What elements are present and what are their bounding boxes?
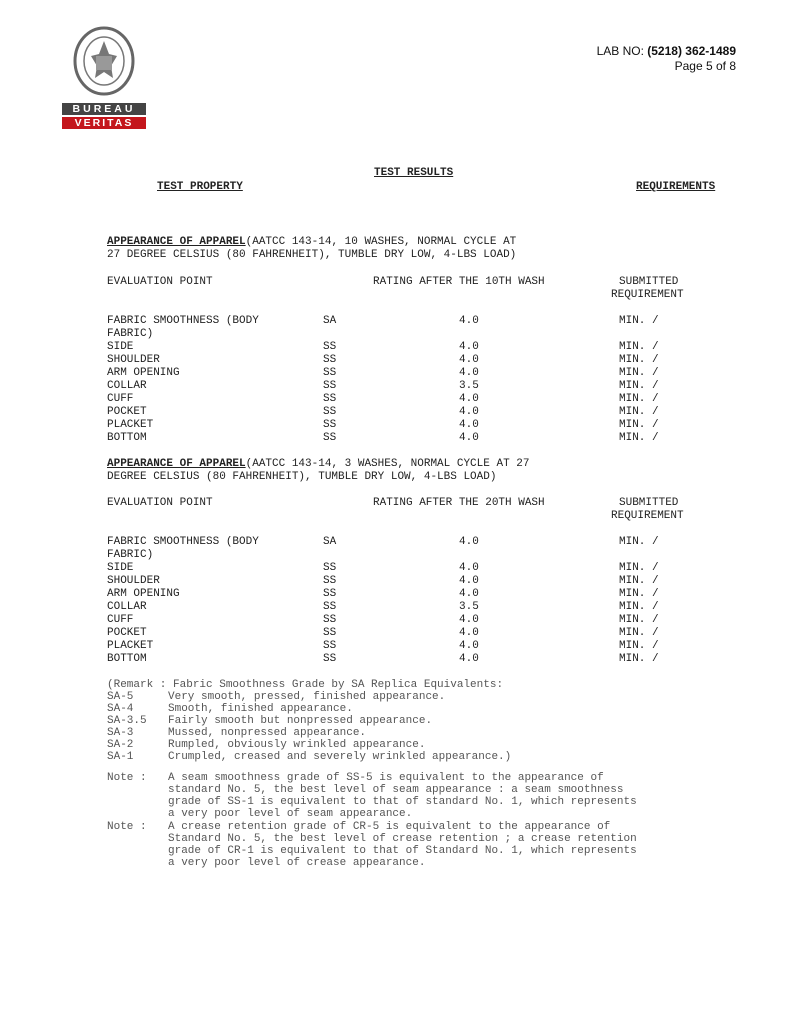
row-point: ARM OPENING: [107, 588, 180, 600]
row-point: SIDE: [107, 562, 134, 574]
table-row: [0, 614, 800, 627]
row-rating: 4.0: [459, 627, 479, 639]
row-requirement: MIN. /: [619, 536, 659, 548]
row-rating: 4.0: [459, 367, 479, 379]
table-row: [0, 588, 800, 601]
row-requirement: MIN. /: [619, 640, 659, 652]
header-rating: RATING AFTER THE 20TH WASH: [373, 497, 545, 509]
section-desc: (AATCC 143-14, 3 WASHES, NORMAL CYCLE AT 27: [245, 458, 530, 470]
table-row: [0, 354, 800, 367]
row-point: BOTTOM: [107, 432, 147, 444]
row-point: SHOULDER: [107, 354, 160, 366]
row-grade: SS: [323, 640, 337, 652]
seal-icon: [73, 26, 135, 96]
row-point: FABRIC SMOOTHNESS (BODY: [107, 315, 259, 327]
note-line: grade of SS-1 is equivalent to that of standard No. 1, which represents: [168, 796, 637, 808]
lab-number: [597, 44, 736, 58]
row-rating: 4.0: [459, 640, 479, 652]
remark-text: Smooth, finished appearance.: [168, 703, 353, 715]
note-line: standard No. 5, the best level of seam appearance : a seam smoothness: [168, 784, 624, 796]
row-requirement: MIN. /: [619, 341, 659, 353]
row-rating: 4.0: [459, 419, 479, 431]
row-requirement: MIN. /: [619, 367, 659, 379]
row-grade: SS: [323, 562, 337, 574]
note-line: a very poor level of crease appearance.: [168, 857, 426, 869]
test-results-heading: TEST RESULTS: [374, 167, 454, 179]
row-rating: 4.0: [459, 432, 479, 444]
row-requirement: MIN. /: [619, 393, 659, 405]
header-submitted: SUBMITTED: [619, 497, 679, 509]
note-line: A crease retention grade of CR-5 is equivalent to the appearance of: [168, 821, 611, 833]
row-point: FABRIC SMOOTHNESS (BODY: [107, 536, 259, 548]
row-point: CUFF: [107, 393, 134, 405]
row-grade: SS: [323, 393, 337, 405]
remark-code: SA-5: [107, 691, 134, 703]
section-title: APPEARANCE OF APPAREL: [107, 236, 246, 248]
header-evaluation-point: EVALUATION POINT: [107, 497, 213, 509]
remark-text: Fairly smooth but nonpressed appearance.: [168, 715, 433, 727]
row-requirement: MIN. /: [619, 380, 659, 392]
note-line: A seam smoothness grade of SS-5 is equivalent to the appearance of: [168, 772, 604, 784]
row-grade: SS: [323, 432, 337, 444]
row-point: SHOULDER: [107, 575, 160, 587]
row-grade: SS: [323, 354, 337, 366]
remark-code: SA-4: [107, 703, 134, 715]
row-rating: 4.0: [459, 406, 479, 418]
table-row-continuation: [0, 328, 800, 341]
header-requirement: REQUIREMENT: [611, 289, 684, 301]
logo-word-bureau: BUREAU: [62, 103, 146, 115]
row-requirement: MIN. /: [619, 588, 659, 600]
row-rating: 4.0: [459, 536, 479, 548]
row-point: POCKET: [107, 627, 147, 639]
row-grade: SA: [323, 536, 337, 548]
table-row: [0, 536, 800, 549]
row-requirement: MIN. /: [619, 419, 659, 431]
row-rating: 3.5: [459, 601, 479, 613]
row-requirement: MIN. /: [619, 315, 659, 327]
row-rating: 4.0: [459, 315, 479, 327]
row-point-continued: FABRIC): [107, 549, 154, 561]
row-rating: 4.0: [459, 588, 479, 600]
row-rating: 4.0: [459, 575, 479, 587]
header-evaluation-point: EVALUATION POINT: [107, 276, 213, 288]
row-grade: SS: [323, 588, 337, 600]
row-point: COLLAR: [107, 601, 147, 613]
note-line: a very poor level of seam appearance.: [168, 808, 413, 820]
row-grade: SS: [323, 601, 337, 613]
table-row: [0, 393, 800, 406]
row-rating: 4.0: [459, 562, 479, 574]
note-line: grade of CR-1 is equivalent to that of Standard No. 1, which represents: [168, 845, 637, 857]
table-row: [0, 380, 800, 393]
row-grade: SS: [323, 380, 337, 392]
row-requirement: MIN. /: [619, 627, 659, 639]
note-line: Standard No. 5, the best level of crease retention ; a crease retention: [168, 833, 637, 845]
remark-text: Very smooth, pressed, finished appearance.: [168, 691, 446, 703]
row-grade: SS: [323, 367, 337, 379]
row-requirement: MIN. /: [619, 653, 659, 665]
row-rating: 4.0: [459, 341, 479, 353]
row-grade: SS: [323, 406, 337, 418]
row-rating: 4.0: [459, 354, 479, 366]
row-grade: SS: [323, 627, 337, 639]
table-row: [0, 432, 800, 445]
row-grade: SS: [323, 575, 337, 587]
table-row: [0, 341, 800, 354]
table-row: [0, 640, 800, 653]
row-point: PLACKET: [107, 419, 154, 431]
remark-heading: (Remark : Fabric Smoothness Grade by SA Replica Equivalents:: [107, 679, 504, 691]
row-point-continued: FABRIC): [107, 328, 154, 340]
test-property-heading: TEST PROPERTY: [157, 181, 243, 193]
row-point: SIDE: [107, 341, 134, 353]
remark-code: SA-1: [107, 751, 134, 763]
remark-text: Rumpled, obviously wrinkled appearance.: [168, 739, 426, 751]
row-requirement: MIN. /: [619, 406, 659, 418]
note-label: Note :: [107, 821, 147, 833]
table-row: [0, 601, 800, 614]
table-row: [0, 315, 800, 328]
row-grade: SS: [323, 419, 337, 431]
row-requirement: MIN. /: [619, 432, 659, 444]
page-number: Page 5 of 8: [674, 59, 736, 73]
remark-text: Crumpled, creased and severely wrinkled appearance.): [168, 751, 512, 763]
row-requirement: MIN. /: [619, 354, 659, 366]
table-row: [0, 562, 800, 575]
logo-word-veritas: VERITAS: [62, 117, 146, 129]
row-rating: 4.0: [459, 393, 479, 405]
row-grade: SS: [323, 341, 337, 353]
row-grade: SS: [323, 614, 337, 626]
row-requirement: MIN. /: [619, 575, 659, 587]
lab-number-label: LAB NO:: [596, 44, 648, 58]
section-title-line: [107, 458, 529, 471]
table-row: [0, 653, 800, 666]
row-point: COLLAR: [107, 380, 147, 392]
table-row: [0, 575, 800, 588]
requirements-heading: REQUIREMENTS: [636, 181, 716, 193]
row-point: ARM OPENING: [107, 367, 180, 379]
bureau-veritas-logo: [62, 26, 146, 130]
header-submitted: SUBMITTED: [619, 276, 679, 288]
header-rating: RATING AFTER THE 10TH WASH: [373, 276, 545, 288]
remark-code: SA-3.5: [107, 715, 147, 727]
table-row: [0, 406, 800, 419]
table-row: [0, 627, 800, 640]
section-desc-2: DEGREE CELSIUS (80 FAHRENHEIT), TUMBLE DRY LOW, 4-LBS LOAD): [107, 471, 497, 483]
section-title-line: [107, 236, 516, 249]
table-row: [0, 367, 800, 380]
remark-text: Mussed, nonpressed appearance.: [168, 727, 367, 739]
table-row-continuation: [0, 549, 800, 562]
row-grade: SS: [323, 653, 337, 665]
remark-code: SA-2: [107, 739, 134, 751]
row-requirement: MIN. /: [619, 562, 659, 574]
row-point: PLACKET: [107, 640, 154, 652]
row-point: CUFF: [107, 614, 134, 626]
header-requirement: REQUIREMENT: [611, 510, 684, 522]
section-title: APPEARANCE OF APPAREL: [107, 458, 246, 470]
row-point: POCKET: [107, 406, 147, 418]
row-rating: 4.0: [459, 653, 479, 665]
row-requirement: MIN. /: [619, 614, 659, 626]
row-rating: 3.5: [459, 380, 479, 392]
lab-number-value: (5218) 362-1489: [647, 44, 736, 58]
row-rating: 4.0: [459, 614, 479, 626]
section-desc-2: 27 DEGREE CELSIUS (80 FAHRENHEIT), TUMBLE DRY LOW, 4-LBS LOAD): [107, 249, 517, 261]
row-requirement: MIN. /: [619, 601, 659, 613]
note-label: Note :: [107, 772, 147, 784]
section-desc: (AATCC 143-14, 10 WASHES, NORMAL CYCLE AT: [245, 236, 517, 248]
row-point: BOTTOM: [107, 653, 147, 665]
remark-code: SA-3: [107, 727, 134, 739]
table-row: [0, 419, 800, 432]
row-grade: SA: [323, 315, 337, 327]
